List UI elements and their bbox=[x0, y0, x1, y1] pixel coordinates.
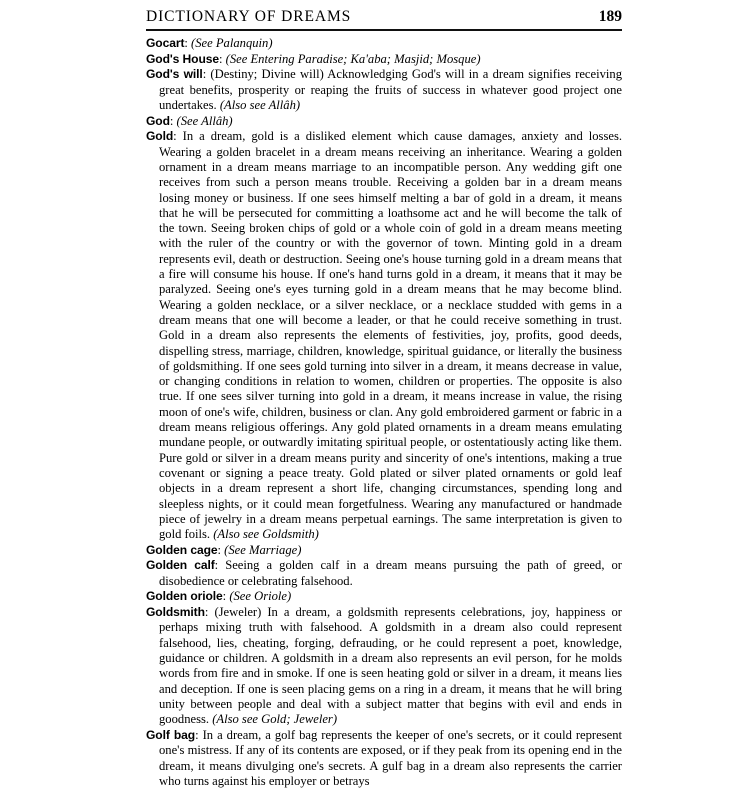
entry-separator: : bbox=[217, 542, 225, 557]
dictionary-entry bbox=[146, 543, 622, 558]
header-rule bbox=[146, 29, 622, 31]
page-number: 189 bbox=[598, 8, 622, 25]
entry-headword: Goldsmith bbox=[146, 605, 205, 620]
entry-headword: Golden cage bbox=[146, 542, 218, 557]
running-head-title: DICTIONARY OF DREAMS bbox=[146, 8, 352, 25]
entry-headword: Golf bag bbox=[146, 727, 196, 742]
page-content-column bbox=[146, 8, 622, 790]
entry-cross-reference: (See Palanquin) bbox=[191, 36, 273, 51]
entry-cross-reference: (See Entering Paradise; Ka'aba; Masjid; Mosque) bbox=[225, 51, 481, 66]
entry-list bbox=[146, 36, 622, 789]
entry-body: In a dream, a golf bag represents the keeper of one's secrets, or it could represent one's mistress. If any of its contents are exposed, or if they peak from its opening end in the dream, it means divulging one's secrets. A gulf bag in a dream also represents the carrier who turns against his employer or betrays bbox=[159, 727, 623, 788]
entry-separator: : bbox=[222, 589, 230, 604]
dictionary-entry bbox=[146, 558, 622, 589]
entry-headword: Gold bbox=[146, 129, 174, 144]
entry-headword: God bbox=[146, 113, 170, 128]
dictionary-entry bbox=[146, 605, 622, 727]
entry-body: (Destiny; Divine will) Acknowledging God's will in a dream signifies receiving great benefits, prosperity or reaping the fruits of success in whatever good project one undertakes. bbox=[159, 67, 623, 113]
entry-separator: : bbox=[219, 51, 226, 66]
entry-separator: : bbox=[169, 113, 177, 128]
dictionary-entry bbox=[146, 52, 622, 67]
entry-headword: God's House bbox=[146, 51, 220, 66]
dictionary-entry bbox=[146, 36, 622, 51]
running-head bbox=[146, 8, 622, 27]
entry-headword: Golden oriole bbox=[146, 589, 223, 604]
entry-separator: : bbox=[184, 36, 192, 51]
entry-headword: God's will bbox=[146, 67, 203, 82]
entry-cross-reference: (See Allâh) bbox=[176, 113, 233, 128]
entry-separator: : bbox=[214, 558, 226, 573]
entry-see-also: (Also see Gold; Jeweler) bbox=[212, 712, 338, 727]
entry-cross-reference: (See Marriage) bbox=[224, 542, 302, 557]
dictionary-entry bbox=[146, 67, 622, 113]
entry-cross-reference: (See Oriole) bbox=[229, 589, 292, 604]
entry-separator: : bbox=[204, 605, 215, 620]
entry-body: Seeing a golden calf in a dream means pursuing the path of greed, or disobedience or celebrating falsehood. bbox=[159, 558, 622, 588]
dictionary-entry bbox=[146, 114, 622, 129]
dictionary-entry bbox=[146, 728, 622, 789]
dictionary-entry bbox=[146, 589, 622, 604]
entry-see-also: (Also see Allâh) bbox=[219, 98, 301, 113]
dictionary-entry bbox=[146, 129, 622, 542]
entry-headword: Golden calf bbox=[146, 558, 215, 573]
entry-body: In a dream, gold is a disliked element which cause damages, anxiety and losses. Wearing a golden bracelet in a dream means receiving an inheritance. Wearing a golden ornament in a dream means marriage to an incompatible person. Any wedding gift one receives from such a person means trouble. Receiving a golden bar in a dream means losing money or business. If one sees himself melting a bar of gold in a dream, it means that he will be persecuted for committing a loathsome act and he will become the talk of the town. Seeing broken chips of gold or a whole coin of gold in a dream means meeting with the ruler of the country or with the governor of town. Minting gold in a dream represents evil, death or destruction. Seeing one's house turning gold in a dream means that a fire will consume his house. If one's hand turns gold in a dream, it means that it may be paralyzed. Seeing one's eyes turning gold in a dream means that he may become blind. Wearing a golden necklace, or a silver necklace, or a necklace studded with gems in a dream means that one will become a leader, or that he could receive something in trust. Gold in a dream also represents the elements of festivities, joy, profits, good deeds, dispelling stress, marriage, children, knowledge, spiritual guidance, or literally the business of goldsmithing. If one sees gold turning into silver in a dream, it means decrease in value, or changing conditions in relation to women, children or properties. The opposite is also true. If one sees silver turning into gold in a dream, it means increase in value, the rising moon of one's wife, children, business or clan. Any gold embroidered garment or fabric in a dream means religious offerings. Any gold plated ornaments in a dream means emulating mundane people, or outwardly imitating spiritual people, or ostentatiously acting like them. Pure gold or silver in a dream means purity and sincerity of one's intentions, making a true covenant or signing a peace treaty. Gold plated or silver plated ornaments or gold leaf objects in a dream represent a short life, changing circumstances, spending long and sleepless nights, or it could mean forgetfulness. Wearing any manufactured or handmade piece of jewelry in a dream means perpetual earnings. The same interpretation is given to gold foils. bbox=[159, 129, 622, 542]
entry-headword: Gocart bbox=[146, 36, 185, 51]
entry-see-also: (Also see Goldsmith) bbox=[213, 527, 319, 542]
entry-body: (Jeweler) In a dream, a goldsmith represents celebrations, joy, happiness or perhaps mixing truth with falsehood. A goldsmith in a dream also could represent falsehood, lies, cheating, forging, defrauding, or he could represent a poet, knowledge, guidance or children. A goldsmith in a dream also represents an evil person, for he molds words from fire and in smoke. If one is seen heating gold or silver in a dream, it means lies and deception. If one is seen placing gems on a ring in a dream, it means that he will bring unity between people and deal with a subject matter that begins with evil and ends in goodness. bbox=[159, 605, 622, 727]
entry-separator: : bbox=[195, 727, 203, 742]
entry-separator: : bbox=[173, 129, 183, 144]
entry-separator: : bbox=[202, 67, 211, 82]
